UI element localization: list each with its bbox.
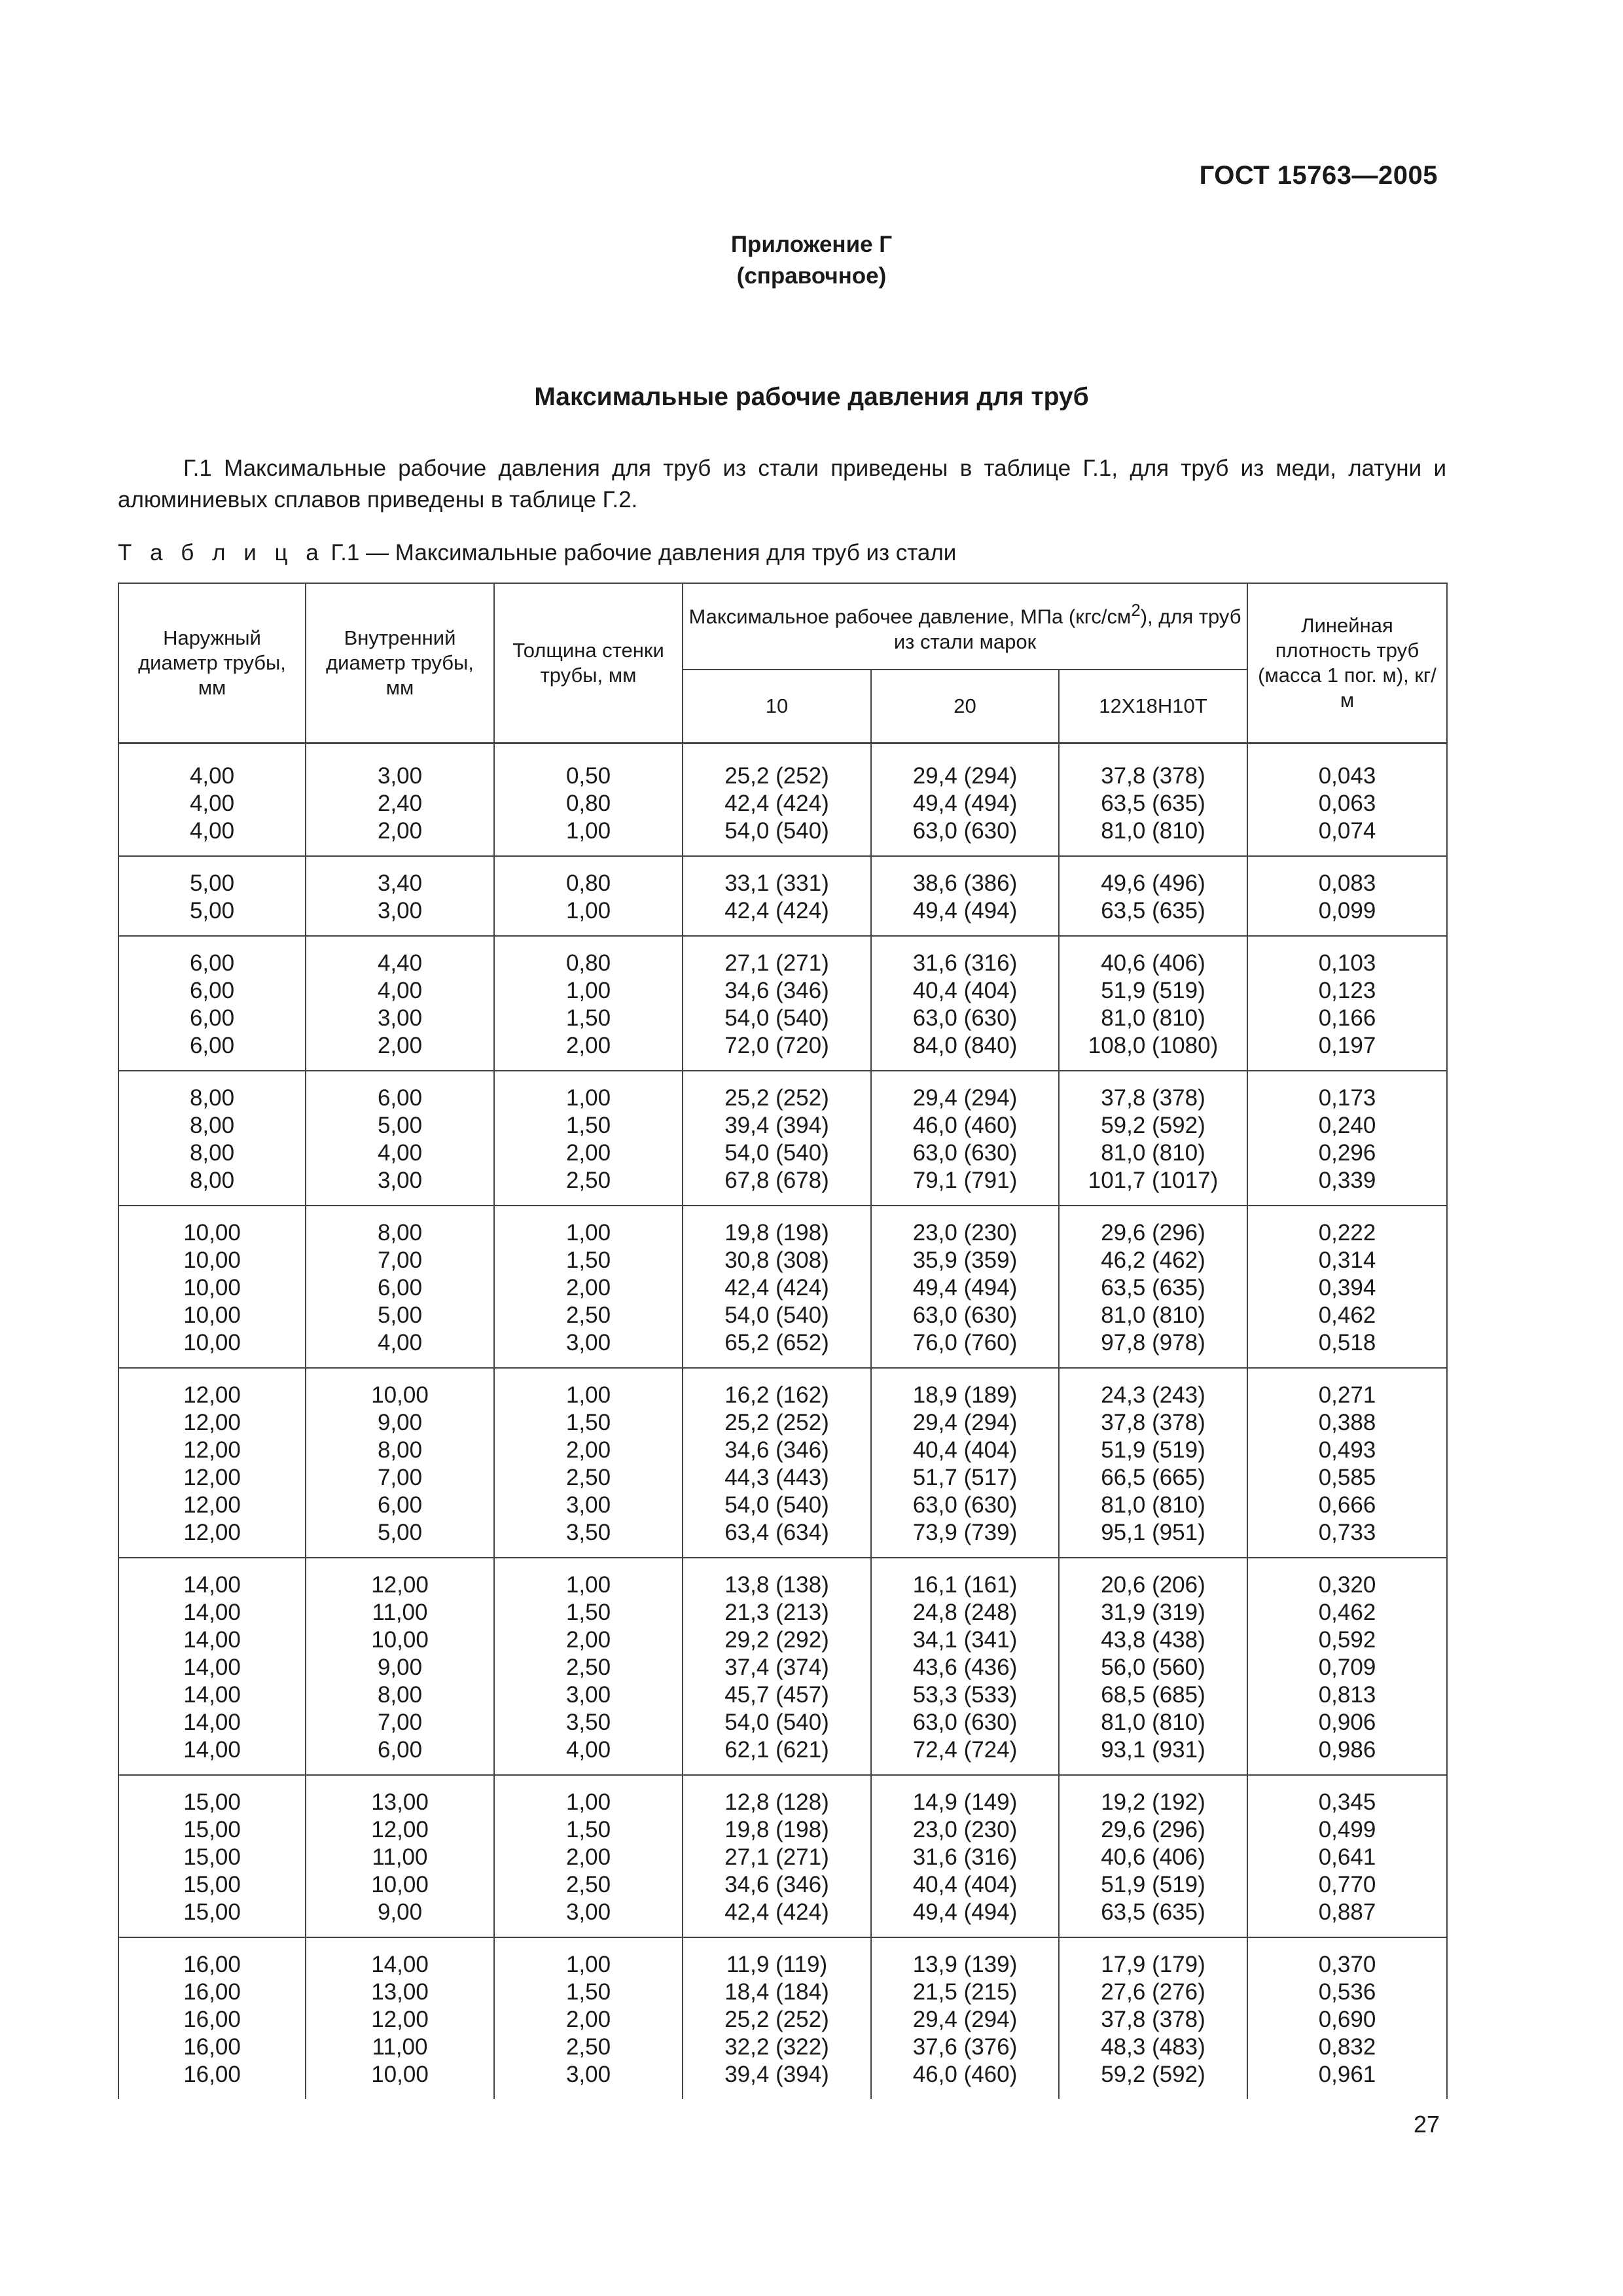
outer-diameter-cell: 10,00 10,00 10,00 10,00 10,00 xyxy=(118,1206,306,1368)
header-grade-12x18n10t: 12Х18Н10Т xyxy=(1059,670,1247,744)
linear-density-cell: 0,222 0,314 0,394 0,462 0,518 xyxy=(1247,1206,1447,1368)
intro-paragraph xyxy=(118,453,1446,516)
inner-diameter-cell: 3,40 3,00 xyxy=(306,856,494,936)
header-inner-diameter: Внутренний диаметр трубы, мм xyxy=(306,583,494,744)
outer-diameter-cell: 8,00 8,00 8,00 8,00 xyxy=(118,1071,306,1206)
pressure-grade-10-cell: 16,2 (162) 25,2 (252) 34,6 (346) 44,3 (443) 54,0 (540) 63,4 (634) xyxy=(683,1368,871,1558)
pressure-grade-10-cell: 13,8 (138) 21,3 (213) 29,2 (292) 37,4 (374) 45,7 (457) 54,0 (540) 62,1 (621) xyxy=(683,1558,871,1775)
header-max-pressure xyxy=(683,583,1247,670)
inner-diameter-cell: 13,00 12,00 11,00 10,00 9,00 xyxy=(306,1775,494,1937)
table-row xyxy=(118,1558,1447,1775)
table-row xyxy=(118,1368,1447,1558)
pressure-grade-10-cell: 12,8 (128) 19,8 (198) 27,1 (271) 34,6 (346) 42,4 (424) xyxy=(683,1775,871,1937)
pressure-grade-20-cell: 18,9 (189) 29,4 (294) 40,4 (404) 51,7 (517) 63,0 (630) 73,9 (739) xyxy=(871,1368,1059,1558)
intro-paragraph-text: Г.1 Максимальные рабочие давления для труб из стали приведены в таблице Г.1, для труб из меди, латуни и алюминиевых сплавов приведены в таблице Г.2. xyxy=(118,456,1446,512)
header-grade-20: 20 xyxy=(871,670,1059,744)
pressure-grade-12x18n10t-cell: 19,2 (192) 29,6 (296) 40,6 (406) 51,9 (519) 63,5 (635) xyxy=(1059,1775,1247,1937)
page-title: Максимальные рабочие давления для труб xyxy=(534,383,1089,411)
linear-density-cell: 0,271 0,388 0,493 0,585 0,666 0,733 xyxy=(1247,1368,1447,1558)
pressure-grade-20-cell: 38,6 (386) 49,4 (494) xyxy=(871,856,1059,936)
inner-diameter-cell: 3,00 2,40 2,00 xyxy=(306,744,494,857)
linear-density-cell: 0,370 0,536 0,690 0,832 0,961 xyxy=(1247,1937,1447,2099)
table-caption xyxy=(118,540,956,566)
outer-diameter-cell: 5,00 5,00 xyxy=(118,856,306,936)
table-row xyxy=(118,936,1447,1071)
page-number: 27 xyxy=(1413,2111,1440,2138)
linear-density-cell: 0,320 0,462 0,592 0,709 0,813 0,906 0,986 xyxy=(1247,1558,1447,1775)
wall-thickness-cell: 1,00 1,50 2,00 2,50 3,00 xyxy=(494,1775,683,1937)
pressure-grade-20-cell: 29,4 (294) 46,0 (460) 63,0 (630) 79,1 (791) xyxy=(871,1071,1059,1206)
outer-diameter-cell: 14,00 14,00 14,00 14,00 14,00 14,00 14,00 xyxy=(118,1558,306,1775)
inner-diameter-cell: 12,00 11,00 10,00 9,00 8,00 7,00 6,00 xyxy=(306,1558,494,1775)
pressure-table xyxy=(118,583,1448,2099)
pressure-grade-10-cell: 19,8 (198) 30,8 (308) 42,4 (424) 54,0 (540) 65,2 (652) xyxy=(683,1206,871,1368)
wall-thickness-cell: 1,00 1,50 2,00 2,50 xyxy=(494,1071,683,1206)
inner-diameter-cell: 4,40 4,00 3,00 2,00 xyxy=(306,936,494,1071)
outer-diameter-cell: 16,00 16,00 16,00 16,00 16,00 xyxy=(118,1937,306,2099)
wall-thickness-cell: 1,00 1,50 2,00 2,50 3,00 3,50 xyxy=(494,1368,683,1558)
pressure-grade-12x18n10t-cell: 17,9 (179) 27,6 (276) 37,8 (378) 48,3 (483) 59,2 (592) xyxy=(1059,1937,1247,2099)
linear-density-cell: 0,103 0,123 0,166 0,197 xyxy=(1247,936,1447,1071)
pressure-grade-20-cell: 29,4 (294) 49,4 (494) 63,0 (630) xyxy=(871,744,1059,857)
header-max-pressure-prefix: Максимальное рабочее давление, МПа (кгс/см xyxy=(688,605,1132,628)
pressure-grade-12x18n10t-cell: 49,6 (496) 63,5 (635) xyxy=(1059,856,1247,936)
pressure-grade-10-cell: 33,1 (331) 42,4 (424) xyxy=(683,856,871,936)
table-caption-text: Г.1 — Максимальные рабочие давления для труб из стали xyxy=(324,540,957,565)
table-row xyxy=(118,1206,1447,1368)
pressure-grade-10-cell: 27,1 (271) 34,6 (346) 54,0 (540) 72,0 (720) xyxy=(683,936,871,1071)
linear-density-cell: 0,083 0,099 xyxy=(1247,856,1447,936)
pressure-grade-20-cell: 16,1 (161) 24,8 (248) 34,1 (341) 43,6 (436) 53,3 (533) 63,0 (630) 72,4 (724) xyxy=(871,1558,1059,1775)
header-wall-thickness: Толщина стенки трубы, мм xyxy=(494,583,683,744)
table-row xyxy=(118,1937,1447,2099)
pressure-grade-20-cell: 31,6 (316) 40,4 (404) 63,0 (630) 84,0 (840) xyxy=(871,936,1059,1071)
outer-diameter-cell: 4,00 4,00 4,00 xyxy=(118,744,306,857)
inner-diameter-cell: 8,00 7,00 6,00 5,00 4,00 xyxy=(306,1206,494,1368)
wall-thickness-cell: 1,00 1,50 2,00 2,50 3,00 xyxy=(494,1937,683,2099)
table-row xyxy=(118,1775,1447,1937)
annex-heading xyxy=(0,229,1623,292)
linear-density-cell: 0,043 0,063 0,074 xyxy=(1247,744,1447,857)
pressure-grade-10-cell: 25,2 (252) 42,4 (424) 54,0 (540) xyxy=(683,744,871,857)
outer-diameter-cell: 15,00 15,00 15,00 15,00 15,00 xyxy=(118,1775,306,1937)
outer-diameter-cell: 6,00 6,00 6,00 6,00 xyxy=(118,936,306,1071)
pressure-grade-10-cell: 25,2 (252) 39,4 (394) 54,0 (540) 67,8 (678) xyxy=(683,1071,871,1206)
pressure-grade-12x18n10t-cell: 37,8 (378) 63,5 (635) 81,0 (810) xyxy=(1059,744,1247,857)
table-body xyxy=(118,744,1447,2100)
wall-thickness-cell: 1,00 1,50 2,00 2,50 3,00 3,50 4,00 xyxy=(494,1558,683,1775)
wall-thickness-cell: 0,80 1,00 xyxy=(494,856,683,936)
annex-label: Приложение Г xyxy=(730,232,893,257)
header-outer-diameter: Наружный диаметр трубы, мм xyxy=(118,583,306,744)
wall-thickness-cell: 0,80 1,00 1,50 2,00 xyxy=(494,936,683,1071)
header-grade-10: 10 xyxy=(683,670,871,744)
pressure-grade-10-cell: 11,9 (119) 18,4 (184) 25,2 (252) 32,2 (322) 39,4 (394) xyxy=(683,1937,871,2099)
pressure-grade-12x18n10t-cell: 24,3 (243) 37,8 (378) 51,9 (519) 66,5 (665) 81,0 (810) 95,1 (951) xyxy=(1059,1368,1247,1558)
inner-diameter-cell: 14,00 13,00 12,00 11,00 10,00 xyxy=(306,1937,494,2099)
pressure-grade-12x18n10t-cell: 40,6 (406) 51,9 (519) 81,0 (810) 108,0 (1080) xyxy=(1059,936,1247,1071)
pressure-grade-20-cell: 23,0 (230) 35,9 (359) 49,4 (494) 63,0 (630) 76,0 (760) xyxy=(871,1206,1059,1368)
outer-diameter-cell: 12,00 12,00 12,00 12,00 12,00 12,00 xyxy=(118,1368,306,1558)
wall-thickness-cell: 1,00 1,50 2,00 2,50 3,00 xyxy=(494,1206,683,1368)
pressure-grade-20-cell: 13,9 (139) 21,5 (215) 29,4 (294) 37,6 (376) 46,0 (460) xyxy=(871,1937,1059,2099)
pressure-grade-12x18n10t-cell: 20,6 (206) 31,9 (319) 43,8 (438) 56,0 (560) 68,5 (685) 81,0 (810) 93,1 (931) xyxy=(1059,1558,1247,1775)
pressure-grade-12x18n10t-cell: 37,8 (378) 59,2 (592) 81,0 (810) 101,7 (1017) xyxy=(1059,1071,1247,1206)
linear-density-cell: 0,173 0,240 0,296 0,339 xyxy=(1247,1071,1447,1206)
table-row xyxy=(118,1071,1447,1206)
header-linear-density: Линейная плотность труб (масса 1 пог. м), кг/м xyxy=(1247,583,1447,744)
pressure-grade-20-cell: 14,9 (149) 23,0 (230) 31,6 (316) 40,4 (404) 49,4 (494) xyxy=(871,1775,1059,1937)
linear-density-cell: 0,345 0,499 0,641 0,770 0,887 xyxy=(1247,1775,1447,1937)
inner-diameter-cell: 6,00 5,00 4,00 3,00 xyxy=(306,1071,494,1206)
table-row xyxy=(118,856,1447,936)
header-max-pressure-suffix: ), для труб из стали марок xyxy=(893,605,1241,653)
wall-thickness-cell: 0,50 0,80 1,00 xyxy=(494,744,683,857)
table-caption-lead: Т а б л и ц а xyxy=(118,540,325,565)
header-max-pressure-sup: 2 xyxy=(1131,601,1141,620)
standard-designation: ГОСТ 15763—2005 xyxy=(1199,161,1438,190)
table-row xyxy=(118,744,1447,857)
pressure-grade-12x18n10t-cell: 29,6 (296) 46,2 (462) 63,5 (635) 81,0 (810) 97,8 (978) xyxy=(1059,1206,1247,1368)
annex-type: (справочное) xyxy=(736,263,887,289)
inner-diameter-cell: 10,00 9,00 8,00 7,00 6,00 5,00 xyxy=(306,1368,494,1558)
